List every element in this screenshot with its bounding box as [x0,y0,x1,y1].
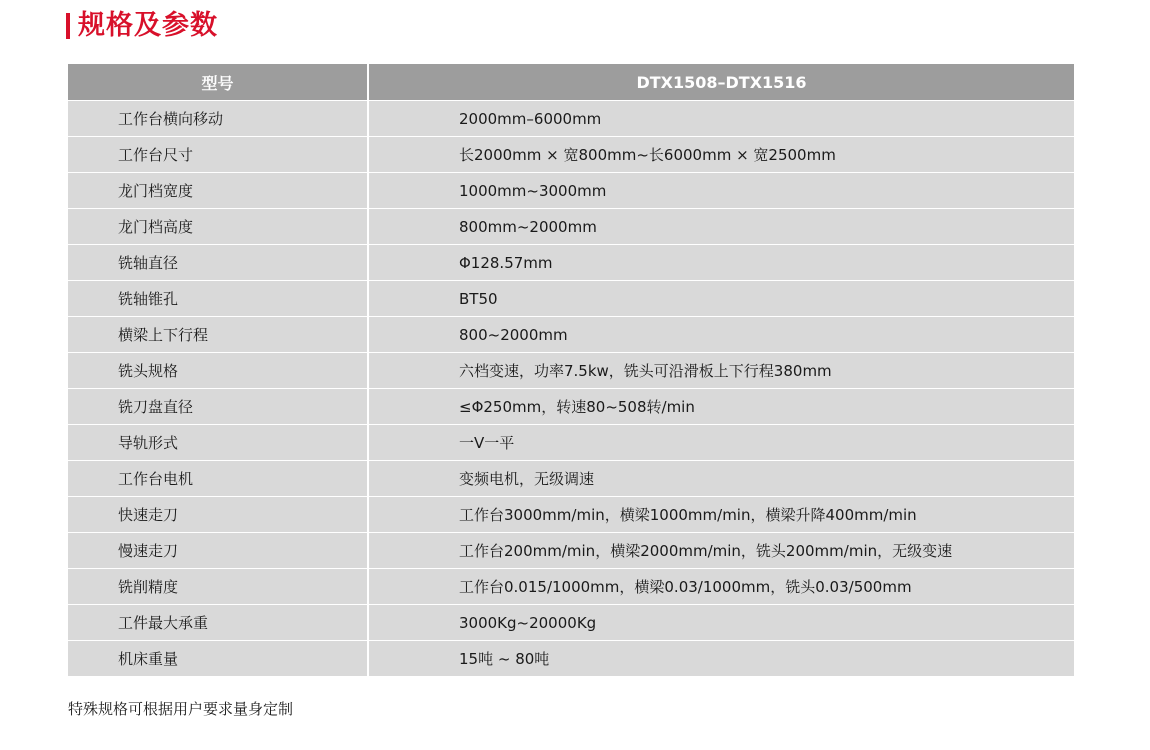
table-row [68,209,1074,245]
table-row [68,281,1074,317]
param-name: 铣刀盘直径 [68,389,368,425]
table-row [68,245,1074,281]
param-name: 机床重量 [68,641,368,677]
table-row [68,425,1074,461]
param-value: 工作台3000mm/min，横梁1000mm/min，横梁升降400mm/min [368,497,1074,533]
param-value: 变频电机，无级调速 [368,461,1074,497]
table-row [68,389,1074,425]
table-row [68,461,1074,497]
table-row [68,569,1074,605]
param-value: 2000mm–6000mm [368,101,1074,137]
param-value: 工作台200mm/min，横梁2000mm/min，铣头200mm/min，无级变速 [368,533,1074,569]
param-name: 工作台电机 [68,461,368,497]
param-value: 长2000mm × 宽800mm~长6000mm × 宽2500mm [368,137,1074,173]
param-value: 六档变速，功率7.5kw，铣头可沿滑板上下行程380mm [368,353,1074,389]
param-value: Φ128.57mm [368,245,1074,281]
param-value: 800~2000mm [368,317,1074,353]
param-name: 快速走刀 [68,497,368,533]
param-value: 1000mm~3000mm [368,173,1074,209]
param-name: 龙门档高度 [68,209,368,245]
spec-table [68,64,1074,677]
table-header-row [68,64,1074,101]
param-name: 龙门档宽度 [68,173,368,209]
table-row [68,497,1074,533]
param-name: 导轨形式 [68,425,368,461]
param-name: 工作台尺寸 [68,137,368,173]
param-name: 铣轴锥孔 [68,281,368,317]
table-row [68,605,1074,641]
table-row [68,317,1074,353]
param-name: 铣头规格 [68,353,368,389]
param-name: 慢速走刀 [68,533,368,569]
param-value: BT50 [368,281,1074,317]
param-name: 工作台横向移动 [68,101,368,137]
param-value: 一V一平 [368,425,1074,461]
param-name: 铣轴直径 [68,245,368,281]
table-row [68,533,1074,569]
table-row [68,353,1074,389]
param-name: 铣削精度 [68,569,368,605]
param-name: 工件最大承重 [68,605,368,641]
table-row [68,101,1074,137]
section-title-text: 规格及参数 [78,10,218,41]
section-title [66,10,218,42]
param-name: 横梁上下行程 [68,317,368,353]
table-row [68,173,1074,209]
param-value: 工作台0.015/1000mm，横梁0.03/1000mm，铣头0.03/500mm [368,569,1074,605]
param-value: 800mm~2000mm [368,209,1074,245]
param-value: 3000Kg~20000Kg [368,605,1074,641]
param-value: 15吨 ~ 80吨 [368,641,1074,677]
table-row [68,137,1074,173]
header-model-label: 型号 [68,64,368,101]
param-value: ≤Φ250mm，转速80~508转/min [368,389,1074,425]
custom-spec-note: 特殊规格可根据用户要求量身定制 [68,700,294,718]
title-accent-bar [66,13,70,39]
header-model-value: DTX1508–DTX1516 [368,64,1074,101]
table-row [68,641,1074,677]
